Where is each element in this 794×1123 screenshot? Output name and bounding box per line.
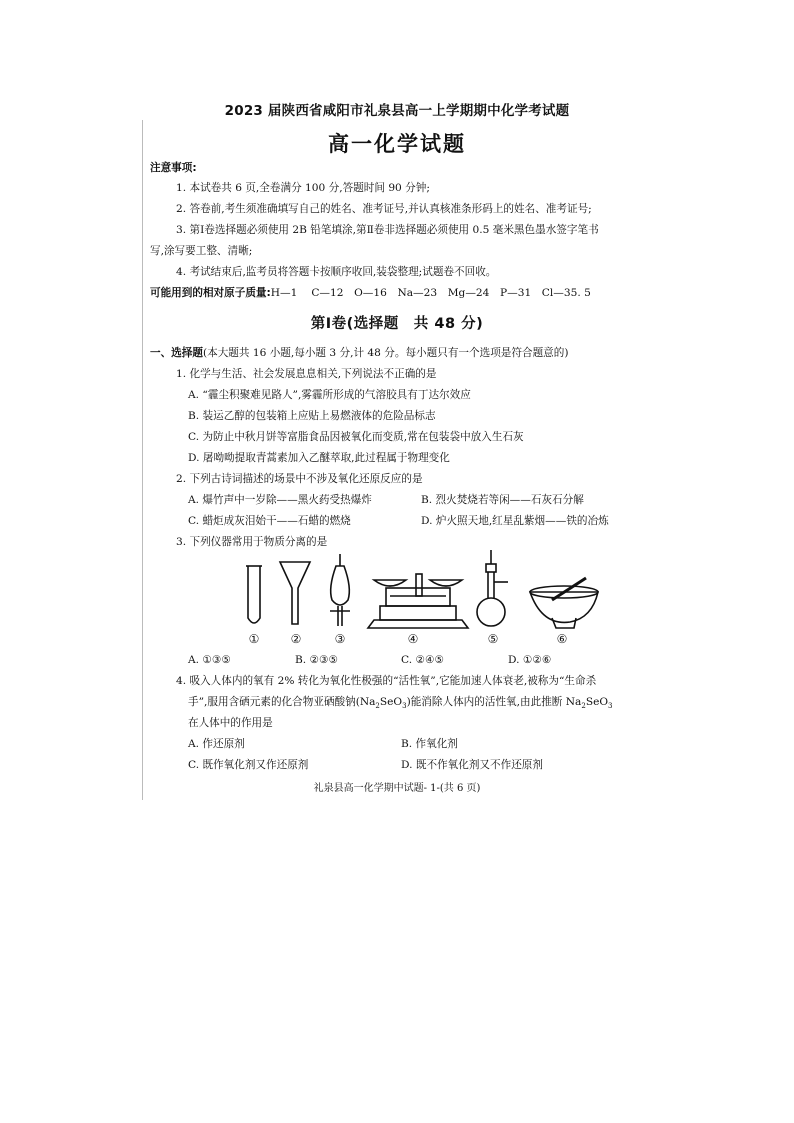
apparatus-label-2: ② xyxy=(290,632,302,646)
q4-option-d: D. 既不作氧化剂又不作还原剂 xyxy=(401,759,543,771)
q1-option-a: A. “霾尘积聚难见路人”,雾霾所形成的气溶胶具有丁达尔效应 xyxy=(188,389,471,401)
apparatus-label-4: ④ xyxy=(407,632,419,646)
q2-option-a: A. 爆竹声中一岁除——黑火药受热爆炸 xyxy=(188,494,372,506)
atomic-mass-line xyxy=(150,286,591,300)
paper-title: 高一化学试题 xyxy=(328,132,466,156)
notes-heading: 注意事项: xyxy=(150,162,197,174)
test-tube-icon xyxy=(246,566,262,623)
margin-line xyxy=(142,120,143,800)
atomic-mass-values: H—1 C—12 O—16 Na—23 Mg—24 P—31 Cl—35. 5 xyxy=(270,287,591,299)
section-intro xyxy=(150,346,569,360)
q1-option-b: B. 装运乙醇的包装箱上应贴上易燃液体的危险品标志 xyxy=(188,410,436,422)
balance-icon xyxy=(368,574,468,628)
q4-option-b: B. 作氧化剂 xyxy=(401,738,458,750)
q3-option-d: D. ①②⑥ xyxy=(508,654,552,666)
q4-line-1: 4. 吸入人体内的氧有 2% 转化为氧化性极强的“活性氧”,它能加速人体衰老,被称为“生命杀 xyxy=(176,675,597,687)
apparatus-label-5: ⑤ xyxy=(487,632,499,646)
q2-stem: 2. 下列古诗词描述的场景中不涉及氧化还原反应的是 xyxy=(176,473,423,485)
q4-option-c: C. 既作氧化剂又作还原剂 xyxy=(188,759,309,771)
section-intro-text: (本大题共 16 小题,每小题 3 分,计 48 分。每小题只有一个选项是符合题意的) xyxy=(202,347,569,359)
q3-option-c: C. ②④⑤ xyxy=(401,654,444,666)
q3-option-b: B. ②③⑤ xyxy=(295,654,339,666)
q1-option-d: D. 屠呦呦提取青蒿素加入乙醚萃取,此过程属于物理变化 xyxy=(188,452,450,464)
q2-option-c: C. 蜡炬成灰泪始干——石蜡的燃烧 xyxy=(188,515,351,527)
section-intro-label: 一、选择题 xyxy=(150,347,203,359)
apparatus-label-1: ① xyxy=(248,632,260,646)
q4-line-3: 在人体中的作用是 xyxy=(188,717,273,729)
note-item-3: 3. 第Ⅰ卷选择题必须使用 2B 铅笔填涂,第Ⅱ卷非选择题必须使用 0.5 毫米黑色墨水签字笔书 xyxy=(176,224,599,236)
q4-option-a: A. 作还原剂 xyxy=(188,738,245,750)
note-item-2: 2. 答卷前,考生须准确填写自己的姓名、准考证号,并认真核准条形码上的姓名、准考证号; xyxy=(176,203,592,215)
apparatus-label-3: ③ xyxy=(334,632,346,646)
q2-option-d: D. 炉火照天地,红星乱紫烟——铁的冶炼 xyxy=(421,515,609,527)
atomic-mass-label: 可能用到的相对原子质量: xyxy=(150,287,271,299)
apparatus-label-6: ⑥ xyxy=(556,632,568,646)
q4-line-2: 手”,服用含硒元素的化合物亚硒酸钠$(Na_2SeO_3)$能消除人体内的活性氧,由此推断 $Na_2SeO_3$ xyxy=(188,696,613,711)
exam-title: 2023 届陕西省咸阳市礼泉县高一上学期期中化学考试题 xyxy=(224,103,570,119)
note-item-4: 4. 考试结束后,监考员将答题卡按顺序收回,装袋整理;试题卷不回收。 xyxy=(176,266,497,278)
q1-option-c: C. 为防止中秋月饼等富脂食品因被氧化而变质,常在包装袋中放入生石灰 xyxy=(188,431,524,443)
q1-stem: 1. 化学与生活、社会发展息息相关,下列说法不正确的是 xyxy=(176,368,437,380)
funnel-icon xyxy=(280,562,310,624)
apparatus-figure xyxy=(230,548,610,634)
note-item-3-cont: 写,涂写要工整、清晰; xyxy=(150,245,253,257)
section-title: 第Ⅰ卷(选择题 共 48 分) xyxy=(310,316,484,332)
distillation-flask-icon xyxy=(477,550,508,626)
q3-stem: 3. 下列仪器常用于物质分离的是 xyxy=(176,536,328,548)
page-footer: 礼泉县高一化学期中试题- 1-(共 6 页) xyxy=(313,783,481,794)
mortar-pestle-icon xyxy=(530,578,598,628)
q2-option-b: B. 烈火焚烧若等闲——石灰石分解 xyxy=(421,494,584,506)
q3-option-a: A. ①③⑤ xyxy=(188,654,231,666)
separatory-funnel-icon xyxy=(330,554,350,626)
note-item-1: 1. 本试卷共 6 页,全卷满分 100 分,答题时间 90 分钟; xyxy=(176,182,430,194)
